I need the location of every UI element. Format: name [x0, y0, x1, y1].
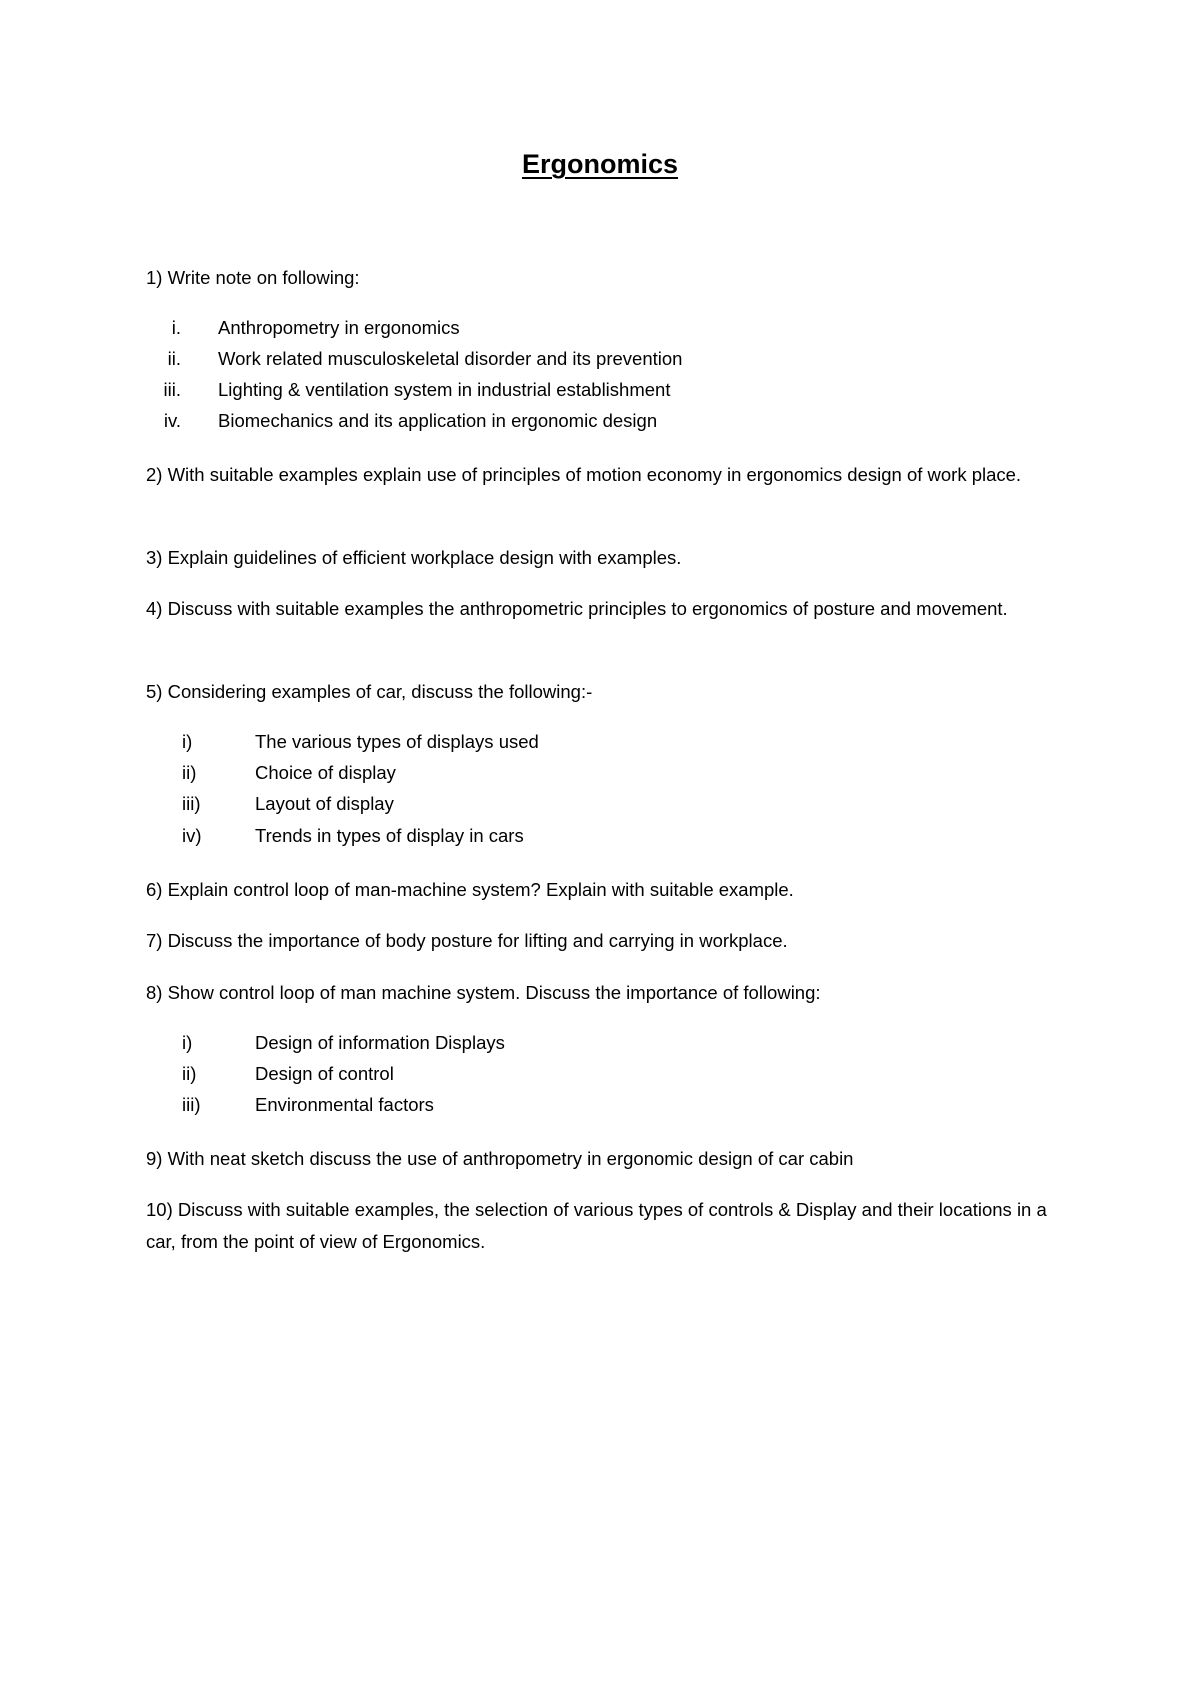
list-item-text: Design of information Displays [255, 1032, 505, 1053]
list-item-number: iii) [182, 1094, 201, 1115]
question-5: 5) Considering examples of car, discuss the following:- [146, 681, 593, 702]
list-item-number: ii. [167, 348, 181, 369]
question-9: 9) With neat sketch discuss the use of anthropometry in ergonomic design of car cabin [146, 1148, 854, 1169]
list-item-text: Biomechanics and its application in ergonomic design [218, 410, 658, 431]
list-item-number: iv. [163, 410, 181, 431]
list-item-number: iii) [182, 793, 201, 814]
list-item-number: i) [182, 1032, 193, 1053]
list-item-text: Choice of display [255, 762, 396, 783]
list-item-number: i. [171, 317, 181, 338]
page-title-text: Ergonomics [521, 149, 679, 179]
list-item-text: Work related musculoskeletal disorder and its prevention [218, 348, 683, 369]
list-item-text: Design of control [255, 1063, 394, 1084]
list-item-number: iii. [163, 379, 181, 400]
list-item-text: Lighting & ventilation system in industrial establishment [218, 379, 671, 400]
question-10: 10) Discuss with suitable examples, the selection of various types of controls & Display and their locations in a car, from the point of view of Ergonomics. [146, 1199, 1047, 1252]
list-item-text: Layout of display [255, 793, 394, 814]
list-item-text: Trends in types of display in cars [255, 825, 524, 846]
page-title [0, 148, 1200, 180]
list-item-text: Anthropometry in ergonomics [218, 317, 460, 338]
question-3: 3) Explain guidelines of efficient workplace design with examples. [146, 547, 682, 568]
question-6: 6) Explain control loop of man-machine system? Explain with suitable example. [146, 879, 794, 900]
question-8: 8) Show control loop of man machine system. Discuss the importance of following: [146, 982, 821, 1003]
list-item-text: The various types of displays used [255, 731, 539, 752]
question-7: 7) Discuss the importance of body posture for lifting and carrying in workplace. [146, 930, 788, 951]
list-item-number: i) [182, 731, 193, 752]
question-1: 1) Write note on following: [146, 267, 360, 288]
list-item-text: Environmental factors [255, 1094, 434, 1115]
list-item-number: ii) [182, 762, 197, 783]
list-item-number: ii) [182, 1063, 197, 1084]
question-4: 4) Discuss with suitable examples the anthropometric principles to ergonomics of posture and movement. [146, 598, 1008, 619]
question-2: 2) With suitable examples explain use of principles of motion economy in ergonomics design of work place. [146, 464, 1022, 485]
list-item-number: iv) [182, 825, 202, 846]
